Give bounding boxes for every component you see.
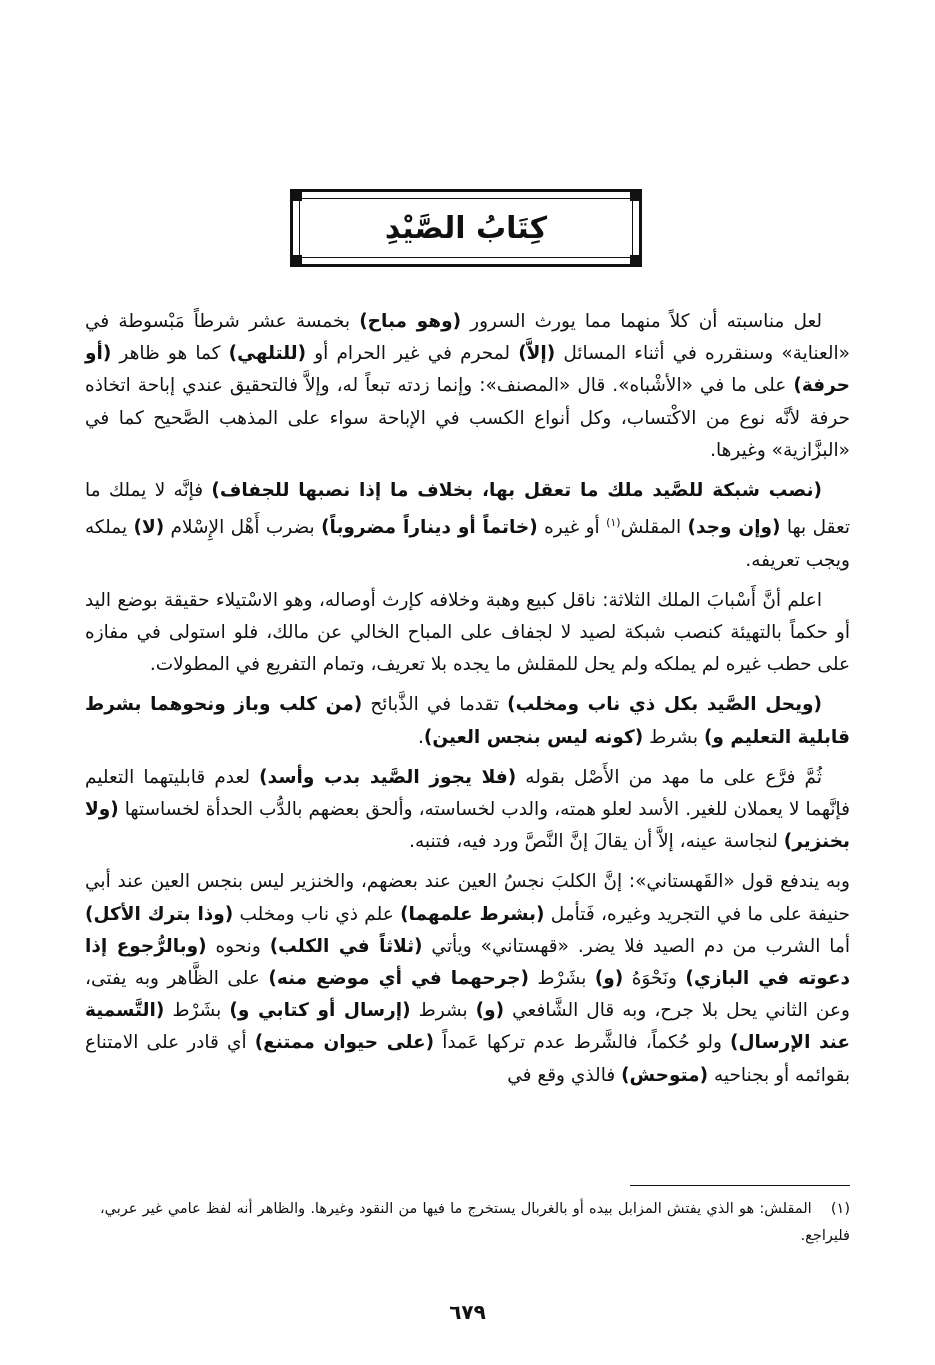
matn-text: (وذا بترك الأكل) bbox=[85, 903, 234, 925]
footnote-divider bbox=[630, 1185, 850, 1186]
matn-text: (و) bbox=[594, 968, 624, 990]
sharh-text: بشرط bbox=[643, 726, 704, 748]
matn-text: (جرحهما في أي موضع منه) bbox=[268, 968, 529, 990]
matn-text: (ولا بخنزير) bbox=[85, 799, 850, 853]
sharh-text: بخمسة عشر شرطاً مَبْسوطة في «العناية» وسنقرره في أثناء المسائل bbox=[85, 311, 850, 365]
sharh-text: على ما في «الأشْباه». قال «المصنف»: وإنما زدته تبعاً له، وإلاَّ فالتحقيق عندي إباحة اتخاذه حرفة لأنَّه نوع من الاكْتساب، وكل أنواع الكسب في الإباحة سواء على المذهب الصَّحيح كما في «البزَّازية» وغيرها. bbox=[85, 375, 850, 461]
matn-text: (وإن وجد) bbox=[687, 517, 781, 539]
matn-text: (بشرط علمهما) bbox=[400, 903, 545, 925]
sharh-text: فالذي وقع في bbox=[507, 1064, 622, 1086]
matn-text: (فلا يجوز الصَّيد بدب وأسد) bbox=[259, 766, 517, 788]
paragraph bbox=[85, 585, 850, 682]
sharh-text: لعل مناسبته أن كلاً منهما مما يورث السرور bbox=[461, 311, 823, 332]
sharh-text: ونحوه bbox=[206, 935, 270, 957]
sharh-text: أي قادر على الامتناع بقوائمه أو بجناحيه bbox=[85, 1032, 850, 1086]
paragraph bbox=[85, 689, 850, 753]
footnote-number: (١) bbox=[830, 1201, 850, 1217]
sharh-text: بشَرْط bbox=[164, 1000, 230, 1022]
sharh-text: أما الشرب من دم الصيد فلا يضر. «قهستاني» ويأتي bbox=[422, 935, 850, 957]
sharh-text: علم ذي ناب ومخلب bbox=[233, 903, 401, 925]
sharh-text: بضرب أَهْل الإِسْلام bbox=[164, 517, 322, 539]
sharh-text: لنجاسة عينه، إلاَّ أن يقالَ إنَّ النَّصَّ ورد فيه، فتنبه. bbox=[409, 831, 784, 853]
sharh-text: على الظَّاهر وبه يفتى، وعن الثاني يحل بلا جرح، وبه قال الشَّافعي bbox=[85, 968, 850, 1022]
matn-text: (للتلهي) bbox=[228, 343, 307, 365]
body-text bbox=[85, 306, 850, 1100]
sharh-text: كما هو ظاهر bbox=[111, 343, 229, 365]
matn-text: (كونه ليس بنجس العين) bbox=[423, 726, 644, 748]
title-frame bbox=[290, 189, 642, 267]
matn-text: (متوحش) bbox=[621, 1064, 709, 1086]
page-number: ٦٧٩ bbox=[449, 1300, 486, 1324]
chapter-title: كِتَابُ الصَّيْدِ bbox=[384, 210, 548, 246]
matn-text: (على حيوان ممتنع) bbox=[254, 1032, 435, 1054]
sharh-text: بشَرْط bbox=[528, 968, 595, 990]
sharh-text: بشرط bbox=[410, 1000, 476, 1022]
sharh-text: تقدما في الذَّبائح bbox=[362, 694, 508, 716]
matn-text: (إلاَّ) bbox=[518, 343, 556, 365]
matn-text: (من كلب وباز ونحوهما بشرط قابلية التعليم و) bbox=[85, 694, 850, 748]
footnote-ref: (١) bbox=[606, 516, 621, 530]
footnote-text: المقلش: هو الذي يفتش المزابل بيده أو بالغربال يستخرج ما فيها من النقود وغيرها. والظاهر أنه لفظ عامي غير عربي، فليراجع. bbox=[100, 1201, 850, 1244]
title-frame-inner bbox=[299, 198, 633, 258]
sharh-text: ثُمَّ فرَّع على ما مهد من الأَصْل بقوله bbox=[516, 766, 822, 788]
matn-text: (إرسال أو كتابي و) bbox=[229, 1000, 411, 1022]
sharh-text: لمحرم في غير الحرام أو bbox=[306, 343, 519, 365]
sharh-text: ونَحْوَهُ bbox=[623, 968, 686, 990]
matn-text: (نصب شبكة للصَّيد ملك ما تعقل بها، بخلاف ما إذا نصبها للجفاف) bbox=[211, 480, 822, 502]
sharh-text: وبه يندفع قول «القَهستاني»: إنَّ الكلبَ نجسُ العين عند بعضهم، والخنزير ليس بنجس العين عند أبي حنيفة على ما في التجريد وغيره، فَتأمل bbox=[85, 871, 850, 925]
matn-text: (خاتماً أو ديناراً مضروباً) bbox=[321, 517, 538, 539]
matn-text: (وبالرُّجوع إذا دعوته في البازي) bbox=[85, 935, 850, 990]
matn-text: (و) bbox=[475, 1000, 505, 1022]
sharh-text: لعدم قابليتهما التعليم فإنَّهما لا يعملان للغير. الأسد لعلو همته، والدب لخساسته، وألحق بعضهم بالدُّب الحدأة لخساستها bbox=[85, 766, 850, 820]
paragraph bbox=[85, 866, 850, 1091]
footnote bbox=[100, 1196, 850, 1250]
matn-text: (لا) bbox=[133, 517, 165, 539]
paragraph bbox=[85, 475, 850, 577]
paragraph bbox=[85, 762, 850, 859]
sharh-text: . bbox=[417, 726, 424, 748]
matn-text: (ويحل الصَّيد بكل ذي ناب ومخلب) bbox=[507, 694, 823, 716]
sharh-text: يملكه ويجب تعريفه. bbox=[85, 517, 850, 571]
sharh-text: أو غيره bbox=[537, 517, 607, 539]
matn-text: (أو حرفة) bbox=[85, 343, 850, 397]
sharh-text: فإنَّه لا يملك ما تعقل بها bbox=[85, 480, 851, 539]
matn-text: (وهو مباح) bbox=[359, 311, 462, 332]
sharh-text: اعلم أنَّ أَسْبابَ الملك الثلاثة: ناقل كبيع وهبة وخلافه كإرث أوصاله، وهو الاسْتيلاء حقيقة بوضع اليد أو حكماً بالتهيئة كنصب شبكة لصيد لا لجفاف على المباح الخالي عن مالك، فلو استولى في مفازه على حطب غيره لم يملكه ولم يحل للمقلش ما يجده بلا تعريف، وتمام التفريع في المطولات. bbox=[85, 589, 850, 676]
matn-text: (ثلاثاً في الكلب) bbox=[269, 935, 423, 957]
paragraph bbox=[85, 306, 850, 467]
matn-text: (التَّسمية عند الإرسال) bbox=[85, 1000, 850, 1054]
sharh-text: المقلش bbox=[620, 517, 688, 539]
sharh-text: ولو حُكماً، فالشَّرط عدم تركها عَمداً bbox=[434, 1032, 731, 1054]
